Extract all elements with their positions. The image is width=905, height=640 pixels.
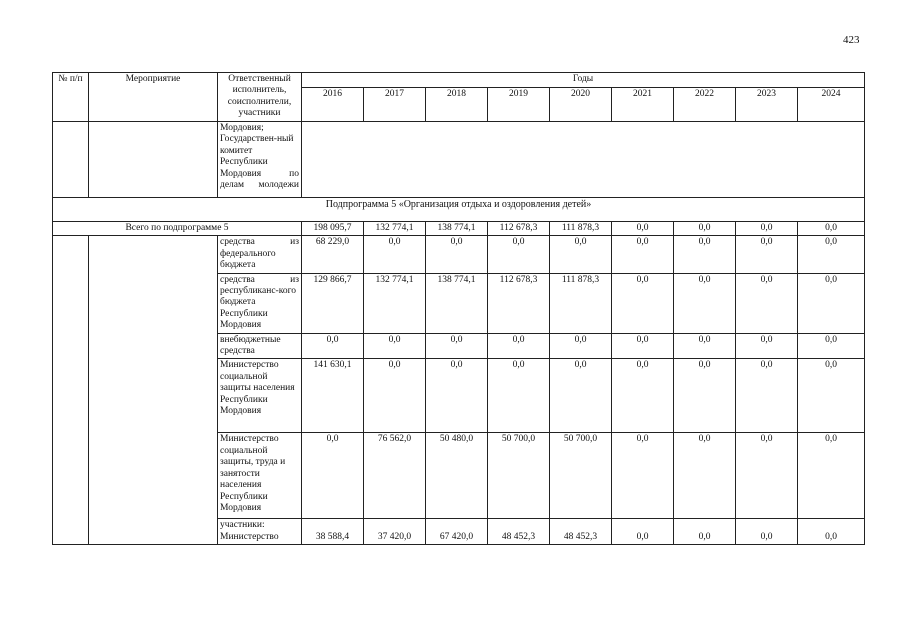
row-label: Министерство социальной защиты, труда и занятости населения Республики Мордовия [218,433,302,519]
row-value: 0,0 [488,236,550,273]
header-year: 2024 [798,87,865,121]
row-value: 0,0 [550,333,612,359]
row-value: 0,0 [426,359,488,433]
row-value: 0,0 [674,359,736,433]
row-label: Министерство социальной защиты населения Республики Мордовия [218,359,302,433]
row-value: 0,0 [736,519,798,545]
carry-over-row [53,122,865,198]
row-value: 0,0 [736,359,798,433]
subprogram-row [53,198,865,222]
total-value: 111 878,3 [550,222,612,236]
subprogram-title: Подпрограмма 5 «Организация отдыха и оздоровления детей» [53,198,865,222]
row-value: 0,0 [798,519,865,545]
row-value: 0,0 [612,333,674,359]
row-value: 0,0 [798,273,865,333]
row-value: 0,0 [736,236,798,273]
row-value: 0,0 [798,333,865,359]
row-value: 48 452,3 [550,519,612,545]
row-value: 0,0 [674,333,736,359]
row-value: 38 588,4 [302,519,364,545]
total-value: 138 774,1 [426,222,488,236]
row-value: 76 562,0 [364,433,426,519]
cell-empty [89,236,218,545]
header-responsible: Ответственный исполнитель, соисполнители, участники [218,73,302,122]
page-number: 423 [843,34,860,46]
row-value: 0,0 [612,359,674,433]
row-value: 0,0 [364,359,426,433]
budget-table [52,72,865,545]
header-row [53,73,865,88]
header-year: 2016 [302,87,364,121]
row-value: 50 700,0 [488,433,550,519]
header-year: 2023 [736,87,798,121]
row-value: 0,0 [488,359,550,433]
row-label-line: участники: [220,520,265,531]
row-value: 0,0 [798,433,865,519]
total-label: Всего по подпрограмме 5 [53,222,302,236]
total-row [53,222,865,236]
cell-empty [53,122,89,198]
row-label: средства из федерального бюджета [218,236,302,273]
total-value: 0,0 [736,222,798,236]
row-label-line: Министерство [220,531,279,542]
cell-empty [89,122,218,198]
row-value: 0,0 [736,433,798,519]
row-value: 48 452,3 [488,519,550,545]
cell-empty [302,122,865,198]
row-label: внебюджетные средства [218,333,302,359]
row-value: 112 678,3 [488,273,550,333]
row-value: 0,0 [426,333,488,359]
total-value: 112 678,3 [488,222,550,236]
row-value: 0,0 [612,273,674,333]
header-year: 2017 [364,87,426,121]
header-year: 2020 [550,87,612,121]
cell-empty [53,236,89,545]
row-value: 0,0 [674,519,736,545]
carry-over-text: Мордовия; Государствен-ный комитет Республики Мордовия по делам молодежи [218,122,302,198]
row-value: 67 420,0 [426,519,488,545]
row-value: 0,0 [302,433,364,519]
total-value: 0,0 [798,222,865,236]
header-num: № п/п [53,73,89,122]
total-value: 198 095,7 [302,222,364,236]
row-value: 0,0 [674,273,736,333]
row-value: 68 229,0 [302,236,364,273]
row-value: 129 866,7 [302,273,364,333]
row-value: 0,0 [364,236,426,273]
row-label: средства из республиканс-кого бюджета Республики Мордовия [218,273,302,333]
row-value: 0,0 [302,333,364,359]
row-value: 0,0 [612,236,674,273]
row-value: 0,0 [488,333,550,359]
row-value: 0,0 [426,236,488,273]
total-value: 0,0 [674,222,736,236]
row-value: 0,0 [550,236,612,273]
row-value: 0,0 [612,433,674,519]
row-value: 0,0 [674,433,736,519]
total-value: 0,0 [612,222,674,236]
row-value: 0,0 [364,333,426,359]
row-value: 0,0 [736,273,798,333]
row-value: 50 480,0 [426,433,488,519]
header-event: Мероприятие [89,73,218,122]
total-value: 132 774,1 [364,222,426,236]
row-value: 132 774,1 [364,273,426,333]
row-value: 138 774,1 [426,273,488,333]
header-years-label: Годы [302,73,865,88]
header-year: 2022 [674,87,736,121]
row-value: 0,0 [798,359,865,433]
row-value: 0,0 [674,236,736,273]
row-value: 0,0 [612,519,674,545]
row-value: 50 700,0 [550,433,612,519]
row-value: 0,0 [798,236,865,273]
row-value: 141 630,1 [302,359,364,433]
row-label [218,519,302,545]
header-year: 2021 [612,87,674,121]
table-row [53,236,865,273]
row-value: 111 878,3 [550,273,612,333]
header-year: 2019 [488,87,550,121]
row-value: 0,0 [550,359,612,433]
row-value: 0,0 [736,333,798,359]
row-value: 37 420,0 [364,519,426,545]
header-year: 2018 [426,87,488,121]
